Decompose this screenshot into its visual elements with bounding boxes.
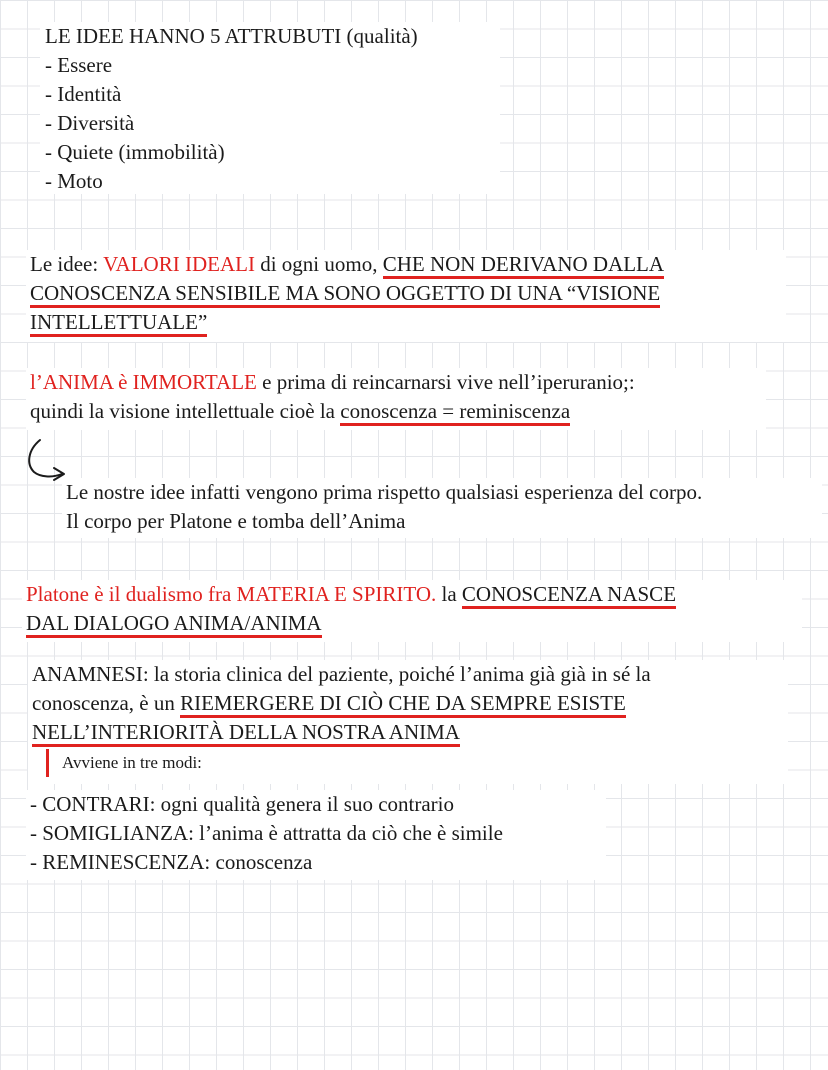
attributes-block xyxy=(40,22,500,194)
dualism-block xyxy=(22,580,802,642)
ideas-underline-1: CHE NON DERIVANO DALLA xyxy=(383,252,664,279)
soul-block xyxy=(26,368,766,430)
ideas-underline-2: CONOSCENZA SENSIBILE MA SONO OGGETTO DI UNA “VISIONE xyxy=(30,281,660,308)
dualism-red-phrase: Platone è il dualismo fra MATERIA E SPIRITO. xyxy=(26,582,437,606)
note-line-2: Il corpo per Platone e tomba dell’Anima xyxy=(66,509,406,533)
dualism-mid: la xyxy=(436,582,462,606)
mode-item: - REMINESCENZA: conoscenza xyxy=(30,850,313,874)
ideas-red-phrase: VALORI IDEALI xyxy=(103,252,255,276)
attribute-item: - Quiete (immobilità) xyxy=(45,140,225,164)
note-line-1: Le nostre idee infatti vengono prima rispetto qualsiasi esperienza del corpo. xyxy=(66,480,703,504)
attribute-item: - Essere xyxy=(45,53,113,77)
ideas-underline-3: INTELLETTUALE” xyxy=(30,310,207,337)
dualism-underline-1: CONOSCENZA NASCE xyxy=(462,582,676,609)
modes-block xyxy=(26,790,606,880)
ideas-mid: di ogni uomo, xyxy=(254,252,383,276)
note-block xyxy=(62,478,822,538)
mode-item: - CONTRARI: ogni qualità genera il suo contrario xyxy=(30,792,454,816)
anamnesi-block xyxy=(28,660,788,784)
ideas-block xyxy=(26,250,786,342)
dualism-underline-2: DAL DIALOGO ANIMA/ANIMA xyxy=(26,611,322,638)
ideas-intro: Le idee: xyxy=(30,252,104,276)
anamnesi-line-1: ANAMNESI: la storia clinica del paziente, poiché l’anima già già in sé la xyxy=(32,662,651,686)
attribute-item: - Diversità xyxy=(45,111,135,135)
soul-line2-start: quindi la visione intellettuale cioè la xyxy=(30,399,341,423)
soul-red-phrase: l’ANIMA è IMMORTALE xyxy=(30,370,257,394)
attributes-heading: LE IDEE HANNO 5 ATTRUBUTI (qualità) xyxy=(45,24,418,48)
anamnesi-underline-1: RIEMERGERE DI CIÒ CHE DA SEMPRE ESISTE xyxy=(180,691,626,718)
anamnesi-underline-2: NELL’INTERIORITÀ DELLA NOSTRA ANIMA xyxy=(32,720,460,747)
mode-item: - SOMIGLIANZA: l’anima è attratta da ciò che è simile xyxy=(30,821,503,845)
red-margin-bar xyxy=(46,749,49,777)
anamnesi-line2-start: conoscenza, è un xyxy=(32,691,181,715)
attribute-item: - Moto xyxy=(45,169,103,193)
soul-rest: e prima di reincarnarsi vive nell’iperuranio;: xyxy=(256,370,635,394)
attribute-item: - Identità xyxy=(45,82,122,106)
soul-underline: conoscenza = reminiscenza xyxy=(340,399,570,426)
modes-label: Avviene in tre modi: xyxy=(62,753,202,772)
